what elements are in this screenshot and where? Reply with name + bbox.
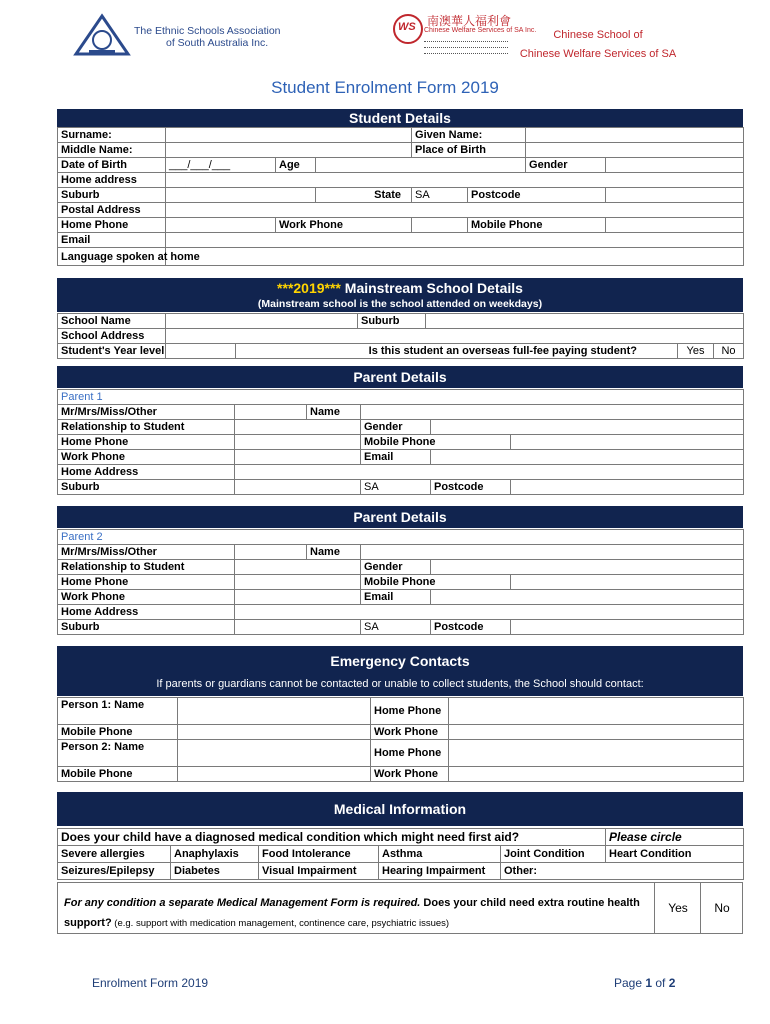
ec1-mobile-field[interactable] xyxy=(178,725,371,740)
p1-email-label: Email xyxy=(361,450,431,465)
emergency-table xyxy=(57,697,744,782)
surname-label: Surname: xyxy=(58,128,166,143)
overseas-yes[interactable]: Yes xyxy=(678,344,714,359)
language-label: Language spoken at home xyxy=(58,248,166,266)
p1-home-phone-field[interactable] xyxy=(235,435,361,450)
ec2-work-label: Work Phone xyxy=(371,767,449,782)
postcode-field[interactable] xyxy=(606,188,744,203)
place-of-birth-field[interactable] xyxy=(526,143,744,158)
p1-email-field[interactable] xyxy=(431,450,744,465)
postcode-label: Postcode xyxy=(468,188,606,203)
p1-work-phone-field[interactable] xyxy=(235,450,361,465)
student-details-heading: Student Details xyxy=(57,109,743,127)
ec1-work-label: Work Phone xyxy=(371,725,449,740)
p2-email-field[interactable] xyxy=(431,590,744,605)
school-name-label: School Name xyxy=(58,314,166,329)
p1-home-phone-label: Home Phone xyxy=(58,435,235,450)
home-address-label: Home address xyxy=(58,173,166,188)
health-support-row xyxy=(57,882,743,934)
p2-home-phone-label: Home Phone xyxy=(58,575,235,590)
p1-state-field[interactable]: SA xyxy=(361,480,431,495)
gender-field[interactable] xyxy=(606,158,744,173)
school-address-label: School Address xyxy=(58,329,166,344)
please-circle: Please circle xyxy=(606,829,744,846)
p1-mobile-phone-label: Mobile Phone xyxy=(361,435,511,450)
p1-name-field[interactable] xyxy=(361,405,744,420)
p2-name-field[interactable] xyxy=(361,545,744,560)
p2-email-label: Email xyxy=(361,590,431,605)
cn-org-english-name: Chinese Welfare Services of SA Inc. xyxy=(424,27,537,34)
ec2-work-field[interactable] xyxy=(449,767,744,782)
p2-relationship-label: Relationship to Student xyxy=(58,560,235,575)
p1-suburb-label: Suburb xyxy=(58,480,235,495)
health-support-note: For any condition a separate Medical Management Form is required. Does your child need extra routine health support? (e.g. support with medication management, continence care, psychiatric issues) xyxy=(64,897,640,929)
p1-postcode-field[interactable] xyxy=(511,480,744,495)
p1-relationship-field[interactable] xyxy=(235,420,361,435)
overseas-no[interactable]: No xyxy=(714,344,744,359)
cn-org-contact-lines xyxy=(424,39,508,57)
home-phone-field[interactable] xyxy=(166,218,276,233)
gender-label: Gender xyxy=(526,158,606,173)
dob-label: Date of Birth xyxy=(58,158,166,173)
p1-title-field[interactable] xyxy=(235,405,307,420)
p2-mobile-phone-label: Mobile Phone xyxy=(361,575,511,590)
p2-home-phone-field[interactable] xyxy=(235,575,361,590)
postal-address-label: Postal Address xyxy=(58,203,166,218)
school-name: Chinese School of Chinese Welfare Services of SA xyxy=(519,29,677,60)
p1-title-label: Mr/Mrs/Miss/Other xyxy=(58,405,235,420)
school-details-heading: ***2019*** Mainstream School Details (Mainstream school is the school attended on weekdays) xyxy=(57,278,743,312)
work-phone-label: Work Phone xyxy=(276,218,412,233)
cn-org-chinese-name: 南澳華人福利會 xyxy=(427,14,512,28)
suburb-field[interactable] xyxy=(166,188,316,203)
mobile-phone-label: Mobile Phone xyxy=(468,218,606,233)
person1-label: Person 1: Name xyxy=(58,698,178,725)
p2-work-phone-field[interactable] xyxy=(235,590,361,605)
p1-home-phone-ec-field[interactable] xyxy=(449,698,744,725)
cond-diabetes[interactable]: Diabetes xyxy=(171,863,259,880)
middle-name-field[interactable] xyxy=(166,143,412,158)
cond-seizures[interactable]: Seizures/Epilepsy xyxy=(58,863,171,880)
given-name-label: Given Name: xyxy=(412,128,526,143)
surname-field[interactable] xyxy=(166,128,412,143)
p2-name-label: Name xyxy=(307,545,361,560)
parent1-table xyxy=(57,389,744,495)
ec2-mobile-field[interactable] xyxy=(178,767,371,782)
ethnic-schools-logo xyxy=(75,14,130,56)
p1-mobile-phone-field[interactable] xyxy=(511,435,744,450)
medical-table xyxy=(57,828,744,880)
ec1-mobile-label: Mobile Phone xyxy=(58,725,178,740)
cond-asthma[interactable]: Asthma xyxy=(379,846,501,863)
cws-logo: WS xyxy=(393,14,423,44)
language-field[interactable] xyxy=(166,248,744,266)
medical-question: Does your child have a diagnosed medical condition which might need first aid? xyxy=(58,829,606,846)
p1-gender-field[interactable] xyxy=(431,420,744,435)
overseas-question: Is this student an overseas full-fee paying student? xyxy=(236,344,678,359)
p2-relationship-field[interactable] xyxy=(235,560,361,575)
middle-name-label: Middle Name: xyxy=(58,143,166,158)
work-phone-field[interactable] xyxy=(412,218,468,233)
p2-postcode-label: Postcode xyxy=(431,620,511,635)
parent1-heading: Parent Details xyxy=(57,366,743,388)
p2-gender-label: Gender xyxy=(361,560,431,575)
school-suburb-field[interactable] xyxy=(426,314,744,329)
parent2-table xyxy=(57,529,744,635)
medical-heading: Medical Information xyxy=(57,792,743,826)
cond-other[interactable]: Other: xyxy=(501,863,744,880)
cond-severe-allergies[interactable]: Severe allergies xyxy=(58,846,171,863)
p1-gender-label: Gender xyxy=(361,420,431,435)
place-of-birth-label: Place of Birth xyxy=(412,143,526,158)
parent2-heading: Parent Details xyxy=(57,506,743,528)
association-name: The Ethnic Schools Association of South Australia Inc. xyxy=(134,25,281,49)
home-phone-label: Home Phone xyxy=(58,218,166,233)
cond-anaphylaxis[interactable]: Anaphylaxis xyxy=(171,846,259,863)
postal-address-field[interactable] xyxy=(166,203,744,218)
school-details-table xyxy=(57,313,744,359)
year-level-label: Student's Year level xyxy=(58,344,166,359)
parent2-label: Parent 2 xyxy=(58,530,744,545)
mobile-phone-field[interactable] xyxy=(606,218,744,233)
suburb-label: Suburb xyxy=(58,188,166,203)
cond-visual[interactable]: Visual Impairment xyxy=(259,863,379,880)
state-field[interactable]: SA xyxy=(412,188,468,203)
state-label: State xyxy=(316,188,412,203)
cond-food-intolerance[interactable]: Food Intolerance xyxy=(259,846,379,863)
p1-suburb-field[interactable] xyxy=(235,480,361,495)
p1-home-phone-ec-label: Home Phone xyxy=(371,698,449,725)
person1-field[interactable] xyxy=(178,698,371,725)
p1-home-address-label: Home Address xyxy=(58,465,235,480)
footer-form-name: Enrolment Form 2019 xyxy=(92,976,209,990)
cond-hearing[interactable]: Hearing Impairment xyxy=(379,863,501,880)
p1-relationship-label: Relationship to Student xyxy=(58,420,235,435)
form-title: Student Enrolment Form 2019 xyxy=(271,78,499,97)
school-name-field[interactable] xyxy=(166,314,358,329)
p1-postcode-label: Postcode xyxy=(431,480,511,495)
p1-home-address-field[interactable] xyxy=(235,465,744,480)
p2-home-phone-ec-field[interactable] xyxy=(449,740,744,767)
p2-title-label: Mr/Mrs/Miss/Other xyxy=(58,545,235,560)
p1-name-label: Name xyxy=(307,405,361,420)
p2-gender-field[interactable] xyxy=(431,560,744,575)
p2-state-field[interactable]: SA xyxy=(361,620,431,635)
p2-work-phone-label: Work Phone xyxy=(58,590,235,605)
p2-home-address-field[interactable] xyxy=(235,605,744,620)
emergency-heading: Emergency Contacts If parents or guardians cannot be contacted or unable to collect students, the School should contact: xyxy=(57,646,743,696)
health-support-yes[interactable]: Yes xyxy=(654,883,701,933)
year-level-field[interactable] xyxy=(166,344,236,359)
p2-home-phone-ec-label: Home Phone xyxy=(371,740,449,767)
home-address-field[interactable] xyxy=(166,173,744,188)
cond-joint[interactable]: Joint Condition xyxy=(501,846,606,863)
p2-postcode-field[interactable] xyxy=(511,620,744,635)
parent1-label: Parent 1 xyxy=(58,390,744,405)
person2-label: Person 2: Name xyxy=(58,740,178,767)
school-address-field[interactable] xyxy=(166,329,744,344)
p2-mobile-phone-field[interactable] xyxy=(511,575,744,590)
school-suburb-label: Suburb xyxy=(358,314,426,329)
p1-work-phone-label: Work Phone xyxy=(58,450,235,465)
age-field[interactable] xyxy=(316,158,526,173)
p2-home-address-label: Home Address xyxy=(58,605,235,620)
cond-heart[interactable]: Heart Condition xyxy=(606,846,744,863)
person2-field[interactable] xyxy=(178,740,371,767)
p2-suburb-label: Suburb xyxy=(58,620,235,635)
p2-title-field[interactable] xyxy=(235,545,307,560)
age-label: Age xyxy=(276,158,316,173)
dob-field[interactable]: ___/___/___ xyxy=(166,158,276,173)
p2-suburb-field[interactable] xyxy=(235,620,361,635)
email-field[interactable] xyxy=(166,233,744,248)
health-support-no[interactable]: No xyxy=(700,883,743,933)
ec2-mobile-label: Mobile Phone xyxy=(58,767,178,782)
footer-page-number: Page 1 of 2 xyxy=(614,976,676,990)
ec1-work-field[interactable] xyxy=(449,725,744,740)
student-details-table xyxy=(57,127,744,266)
given-name-field[interactable] xyxy=(526,128,744,143)
email-label: Email xyxy=(58,233,166,248)
